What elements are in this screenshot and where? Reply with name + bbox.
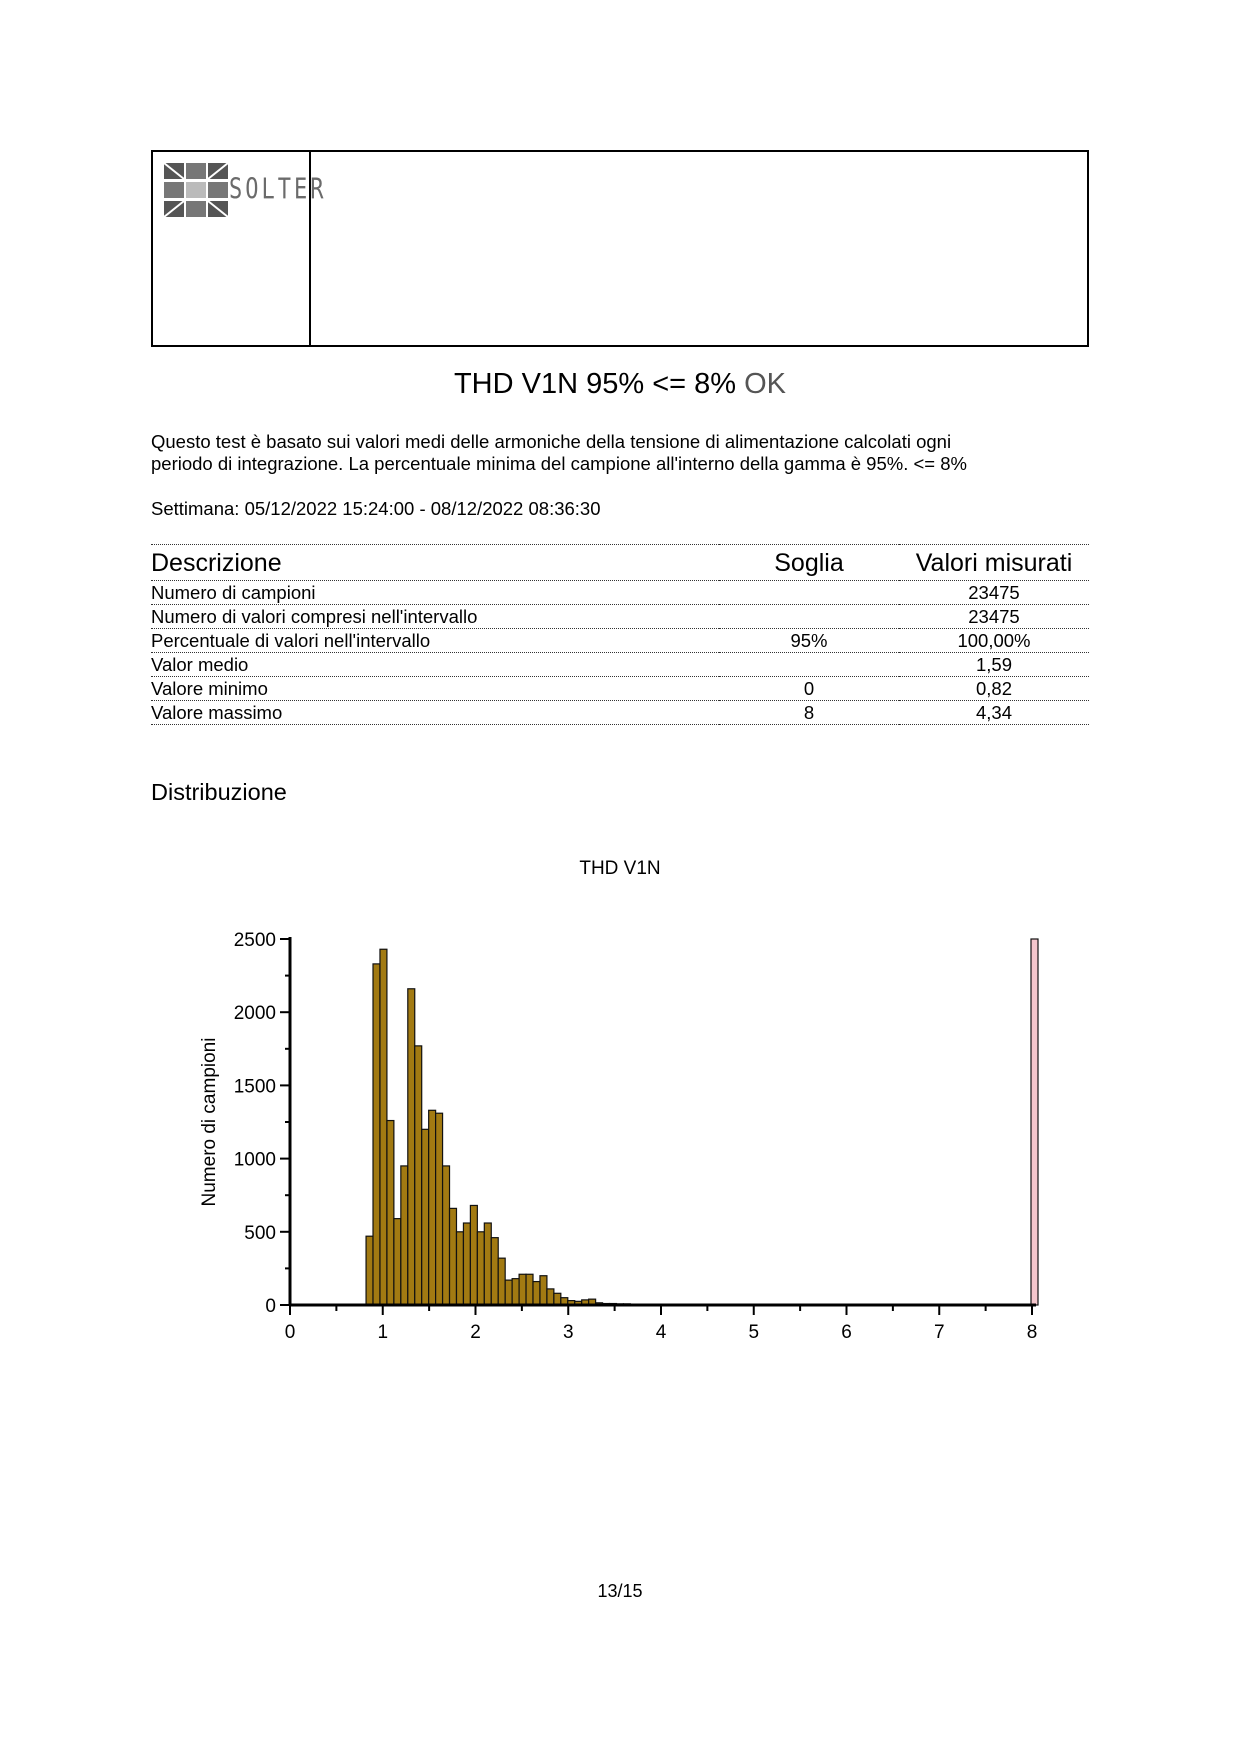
histogram-bar [505,1280,512,1305]
threshold-bar [1031,939,1038,1305]
histogram-bar [373,964,380,1305]
results-table [151,544,1089,725]
y-axis-label: Numero di campioni [199,1037,220,1207]
row-label: Valor medio [151,653,719,677]
row-value: 23475 [899,605,1089,629]
row-threshold [719,581,899,605]
row-threshold: 0 [719,677,899,701]
row-threshold: 95% [719,629,899,653]
table-row [151,605,1089,629]
x-tick-label: 5 [748,1322,760,1343]
histogram-bar [519,1274,526,1305]
row-label: Valore minimo [151,677,719,701]
row-label: Numero di campioni [151,581,719,605]
chart-title: THD V1N [579,858,661,879]
x-tick-label: 6 [841,1322,852,1343]
histogram-bar [463,1223,470,1305]
row-value: 0,82 [899,677,1089,701]
histogram-bar [554,1293,561,1305]
y-tick-label: 500 [244,1222,276,1244]
table-header-row [151,545,1089,581]
histogram-bar [408,989,415,1305]
row-threshold [719,605,899,629]
header-soglia: Soglia [719,545,899,581]
histogram-bar [477,1232,484,1305]
histogram-bar [415,1046,422,1305]
x-tick-label: 2 [470,1322,481,1343]
table-row [151,629,1089,653]
logo-cell [153,152,327,345]
histogram-bar [443,1166,450,1305]
x-tick-label: 8 [1026,1322,1038,1343]
histogram-bar [401,1166,408,1305]
logo-text: SOLTER [229,174,327,207]
status-ok: OK [744,368,787,400]
table-row [151,677,1089,701]
histogram-bar [394,1219,401,1305]
header-box [151,150,1089,347]
header-descrizione: Descrizione [151,545,719,581]
row-threshold: 8 [719,701,899,725]
y-tick-label: 2500 [233,930,276,951]
week-range: Settimana: 05/12/2022 15:24:00 - 08/12/2022 08:36:30 [151,498,601,519]
histogram-bar [470,1205,477,1305]
table-row [151,701,1089,725]
table-row [151,653,1089,677]
histogram-bar [456,1232,463,1305]
row-value: 4,34 [899,701,1089,725]
histogram-bar [491,1238,498,1305]
row-label: Numero di valori compresi nell'intervallo [151,605,719,629]
histogram-bar [484,1223,491,1305]
row-value: 23475 [899,581,1089,605]
histogram-bar [422,1129,429,1305]
row-value: 100,00% [899,629,1089,653]
histogram-bar [512,1279,519,1305]
histogram-bar [540,1276,547,1305]
y-tick-label: 0 [265,1296,276,1317]
row-threshold [719,653,899,677]
x-tick-label: 4 [655,1322,667,1343]
row-label: Valore massimo [151,701,719,725]
report-title [0,368,1240,401]
page-number: 13/15 [597,1581,643,1601]
histogram-bar [526,1274,533,1305]
y-tick-label: 1500 [233,1076,276,1098]
x-tick-label: 3 [562,1322,574,1343]
x-tick-label: 7 [933,1322,945,1343]
header-valori: Valori misurati [899,545,1089,581]
histogram-bar [366,1236,373,1305]
description-line-2: periodo di integrazione. La percentuale minima del campione all'interno della gamma è 95%. <= 8% [151,453,967,474]
histogram-bar [533,1282,540,1305]
row-value: 1,59 [899,653,1089,677]
histogram-bar [547,1289,554,1305]
histogram-bar [436,1113,443,1305]
y-tick-label: 1000 [233,1149,276,1171]
section-title: Distribuzione [151,779,287,805]
histogram-bar [429,1110,436,1305]
x-tick-label: 0 [284,1322,296,1343]
row-label: Percentuale di valori nell'intervallo [151,629,719,653]
x-tick-label: 1 [377,1322,389,1343]
histogram-bar [387,1121,394,1305]
test-description [151,431,1091,475]
table-row [151,581,1089,605]
description-line-1: Questo test è basato sui valori medi delle armoniche della tensione di alimentazione calcolati ogni [151,431,952,452]
histogram-chart [180,850,1060,1370]
title-text: THD V1N 95% <= 8% [453,368,737,400]
histogram-bar [380,949,387,1305]
histogram-bar [450,1208,457,1305]
y-tick-label: 2000 [233,1003,276,1025]
solter-logo-icon [163,162,229,220]
histogram-bar [498,1258,505,1305]
